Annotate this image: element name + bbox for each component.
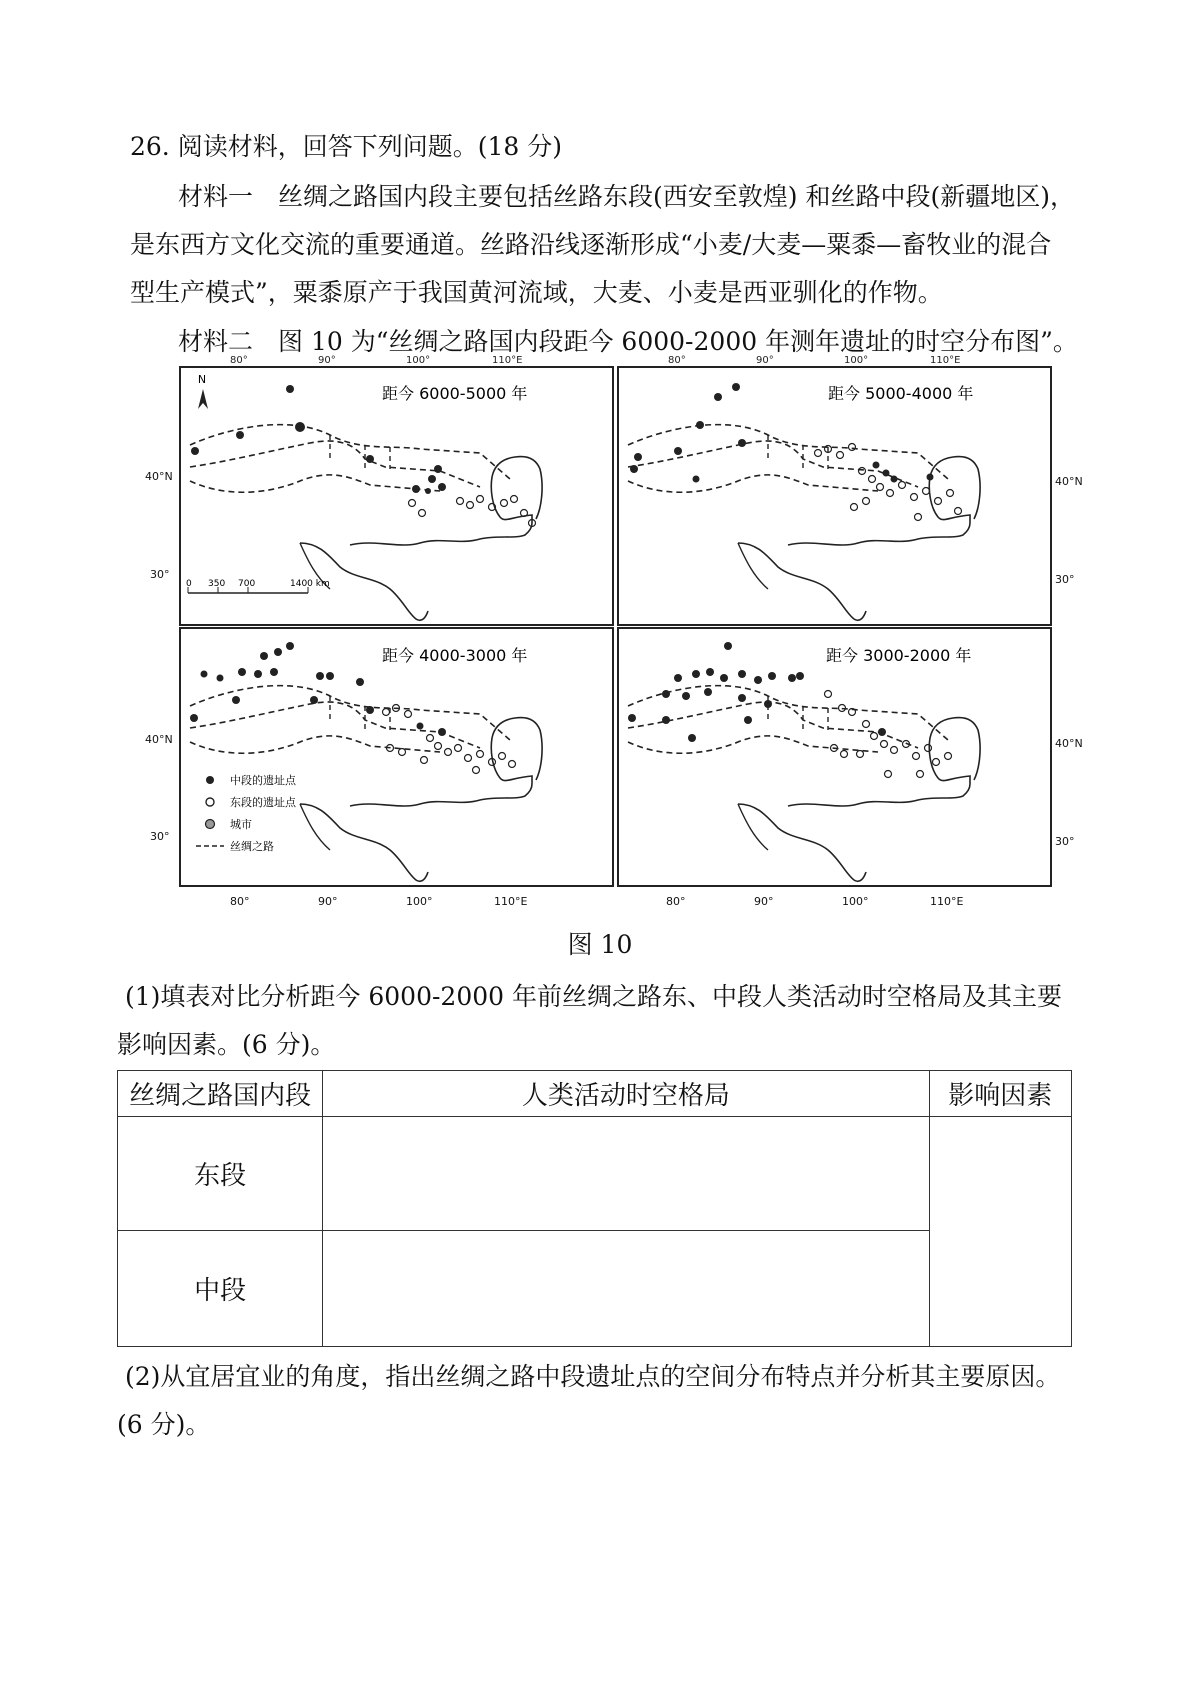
panel-4-title: 距今 3000-2000 年	[826, 646, 972, 665]
answer-cell-factors[interactable]	[929, 1117, 1071, 1347]
scale-350: 350	[208, 579, 226, 589]
figure-caption: 图 10	[567, 930, 633, 959]
sub-question-2-line-1: (2)从宜居宜业的角度，指出丝绸之路中段遗址点的空间分布特点并分析其主要原因。	[125, 1362, 1061, 1391]
lon-bottom-110-right: 110°E	[930, 895, 964, 908]
lat-right-30-bottom: 30°	[1055, 835, 1075, 848]
panel-3-title: 距今 4000-3000 年	[382, 646, 528, 665]
figure-10	[178, 355, 1053, 890]
lon-bottom-80-left: 80°	[230, 895, 250, 908]
header-pattern: 人类活动时空格局	[323, 1071, 929, 1117]
lat-left-30-bottom: 30°	[150, 830, 170, 843]
sub-question-1-line-2: 影响因素。(6 分)。	[117, 1030, 336, 1059]
lon-bottom-80-right: 80°	[666, 895, 686, 908]
lon-bottom-110-left: 110°E	[494, 895, 528, 908]
lat-right-30-top: 30°	[1055, 573, 1075, 586]
lon-bottom-90-left: 90°	[318, 895, 338, 908]
lon-top-90-left: 90°	[318, 355, 336, 366]
map-panel-3	[180, 628, 613, 886]
lat-right-40-top: 40°N	[1055, 475, 1083, 488]
header-factors: 影响因素	[929, 1071, 1071, 1117]
question-header: 26. 阅读材料，回答下列问题。(18 分)	[130, 132, 562, 161]
lon-top-100-left: 100°	[406, 355, 431, 366]
lon-top-90-right: 90°	[756, 355, 774, 366]
lon-top-80-left: 80°	[230, 355, 248, 366]
lon-top-80-right: 80°	[668, 355, 686, 366]
row-east-label: 东段	[118, 1117, 323, 1231]
legend-city: 城市	[230, 818, 252, 831]
material-one-line-3: 型生产模式”，粟黍原产于我国黄河流域，大麦、小麦是西亚驯化的作物。	[130, 278, 943, 307]
lon-top-110-left: 110°E	[492, 355, 523, 366]
map-panel-4	[618, 628, 1051, 886]
material-one-line-1: 材料一 丝绸之路国内段主要包括丝路东段(西安至敦煌) 和丝路中段(新疆地区)，	[178, 182, 1075, 211]
legend-middle-site: 中段的遗址点	[230, 774, 296, 787]
map-panel-2	[618, 367, 1051, 625]
scale-0: 0	[186, 579, 192, 589]
answer-cell-middle-pattern[interactable]	[323, 1231, 929, 1347]
answer-table	[117, 1070, 1072, 1347]
lon-top-100-right: 100°	[844, 355, 869, 366]
lon-bottom-90-right: 90°	[754, 895, 774, 908]
panel-2-title: 距今 5000-4000 年	[828, 384, 974, 403]
panel-1-title: 距今 6000-5000 年	[382, 384, 528, 403]
sub-question-2-line-2: (6 分)。	[117, 1410, 211, 1439]
answer-cell-east-pattern[interactable]	[323, 1117, 929, 1231]
map-panel-1	[180, 367, 613, 625]
lat-left-40-bottom: 40°N	[145, 733, 173, 746]
row-middle-label: 中段	[118, 1231, 323, 1347]
lat-left-40-top: 40°N	[145, 470, 173, 483]
lat-right-40-bottom: 40°N	[1055, 737, 1083, 750]
header-segment: 丝绸之路国内段	[118, 1071, 323, 1117]
north-label: N	[197, 373, 207, 386]
lon-top-110-right: 110°E	[930, 355, 961, 366]
scale-700: 700	[238, 579, 256, 589]
legend-east-site: 东段的遗址点	[230, 796, 296, 809]
lon-bottom-100-left: 100°	[406, 895, 433, 908]
legend-silk-road: 丝绸之路	[230, 840, 274, 853]
lon-bottom-100-right: 100°	[842, 895, 869, 908]
material-one-line-2: 是东西方文化交流的重要通道。丝路沿线逐渐形成“小麦/大麦—粟黍—畜牧业的混合	[130, 230, 1052, 259]
sub-question-1-line-1: (1)填表对比分析距今 6000-2000 年前丝绸之路东、中段人类活动时空格局及其主要	[125, 982, 1063, 1011]
scale-1400: 1400 km	[290, 579, 330, 589]
lat-left-30-top: 30°	[150, 568, 170, 581]
material-two-line-1: 材料二 图 10 为“丝绸之路国内段距今 6000-2000 年测年遗址的时空分布图”。	[178, 327, 1078, 356]
